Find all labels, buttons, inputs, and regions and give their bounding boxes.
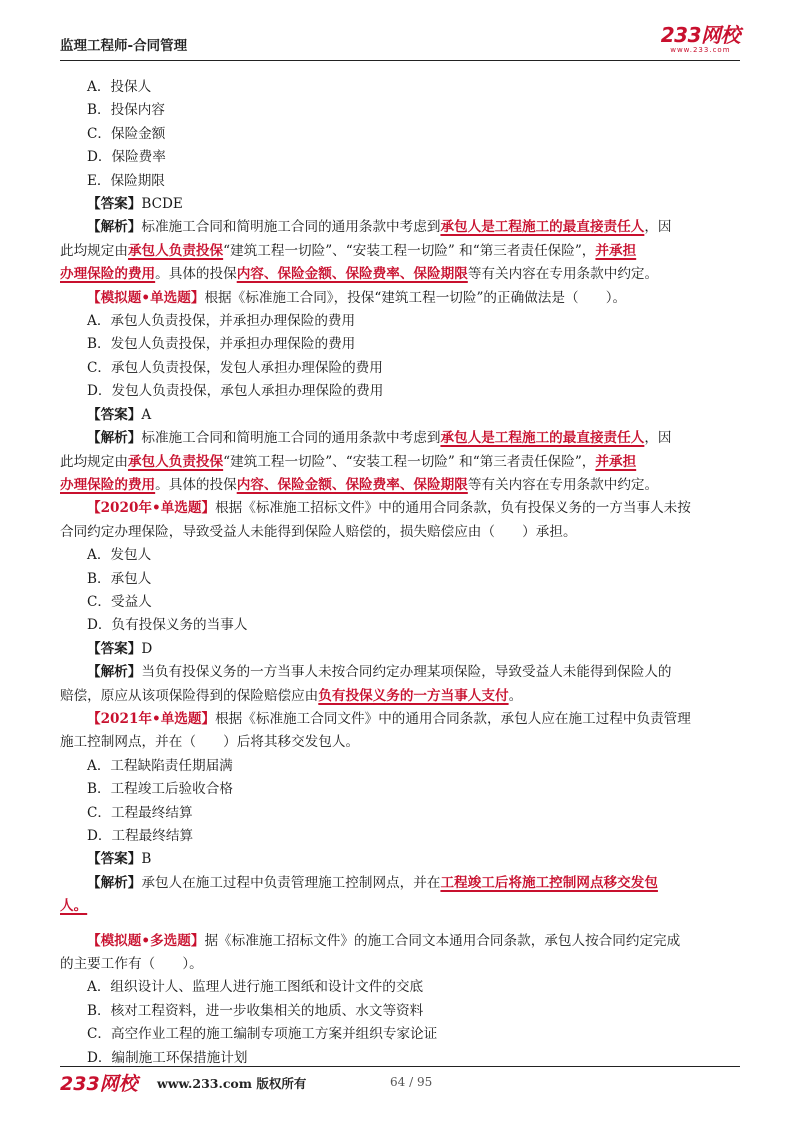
option-b: B．核对工程资料，进一步收集相关的地质、水文等资料 xyxy=(87,1002,424,1019)
option-d: D．负有投保义务的当事人 xyxy=(87,617,248,634)
answer-value: D xyxy=(141,640,153,657)
analysis-text: 标准施工合同和简明施工合同的通用条款中考虑到 xyxy=(141,219,441,236)
analysis-text: “建筑工程一切险”、“安装工程一切险” 和“第三者责任保险”， xyxy=(223,453,596,470)
question-5 xyxy=(60,930,744,953)
document-title: 监理工程师-合同管理 xyxy=(60,38,188,54)
highlight-text: 承包人负责投保 xyxy=(127,453,224,470)
question-tag: 【模拟题•单选题】 xyxy=(87,289,205,306)
analysis-label: 【解析】 xyxy=(87,430,142,447)
analysis-line-1 xyxy=(60,872,744,895)
option-a: A．工程缺陷责任期届满 xyxy=(87,757,233,774)
answer-label: 【答案】 xyxy=(87,196,142,213)
analysis-line-3 xyxy=(60,474,744,497)
highlight-text: 办理保险的费用 xyxy=(60,266,156,283)
option-b: B．投保内容 xyxy=(87,102,165,119)
question-text-cont: 的主要工作有（ ）。 xyxy=(60,956,203,973)
highlight-text: 内容、保险金额、保险费率、保险期限 xyxy=(236,266,468,283)
analysis-text: 此均规定由 xyxy=(60,242,128,259)
answer-label: 【答案】 xyxy=(87,851,142,868)
option-c: C．高空作业工程的施工编制专项施工方案并组织专家论证 xyxy=(87,1026,438,1043)
analysis-text: 等有关内容在专用条款中约定。 xyxy=(467,476,659,493)
option-c: C．保险金额 xyxy=(87,125,166,142)
option-a: A．投保人 xyxy=(87,79,152,95)
question-3 xyxy=(60,497,744,520)
analysis-line-3 xyxy=(60,263,744,286)
highlight-text: 承包人负责投保 xyxy=(127,242,224,259)
question-text-cont: 施工控制网点，并在（ ）后将其移交发包人。 xyxy=(60,734,360,751)
option-b: B．承包人 xyxy=(87,570,152,587)
question-4 xyxy=(60,708,744,731)
analysis-label: 【解析】 xyxy=(87,874,142,891)
analysis-text: ，因 xyxy=(644,430,672,447)
answer-value: B xyxy=(141,851,152,868)
analysis-text: 。 xyxy=(508,687,523,704)
highlight-text: 承包人是工程施工的最直接责任人 xyxy=(440,430,645,447)
option-d: D．发包人负责投保，承包人承担办理保险的费用 xyxy=(87,383,384,400)
analysis-line-2 xyxy=(60,240,744,263)
highlight-text: 负有投保义务的一方当事人支付 xyxy=(318,687,509,704)
logo-text: 233网校 xyxy=(660,23,740,47)
analysis-text: 当负有投保义务的一方当事人未按合同约定办理某项保险，导致受益人未能得到保险人的 xyxy=(141,664,672,681)
answer-value: BCDE xyxy=(141,196,183,213)
highlight-text: 内容、保险金额、保险费率、保险期限 xyxy=(236,476,468,493)
logo-url: www.233.com xyxy=(670,46,731,54)
option-d: D．编制施工环保措施计划 xyxy=(87,1049,248,1066)
analysis-label: 【解析】 xyxy=(87,219,142,236)
highlight-text: 承包人是工程施工的最直接责任人 xyxy=(440,219,645,236)
question-2 xyxy=(60,287,744,310)
answer-line xyxy=(60,848,744,871)
answer-value: A xyxy=(141,406,152,423)
analysis-text: 。具体的投保 xyxy=(155,266,237,283)
analysis-label: 【解析】 xyxy=(87,664,142,681)
analysis-line-1 xyxy=(60,661,744,684)
question-text: 根据《标准施工合同》，投保“建筑工程一切险”的正确做法是（ ）。 xyxy=(204,289,627,306)
analysis-text: 标准施工合同和简明施工合同的通用条款中考虑到 xyxy=(141,430,441,447)
question-tag: 【2021年•单选题】 xyxy=(87,710,216,727)
brand-logo xyxy=(661,24,740,54)
analysis-text: 赔偿，原应从该项保险得到的保险赔偿应由 xyxy=(60,687,319,704)
document-body xyxy=(60,76,744,1070)
option-a: A．发包人 xyxy=(87,547,152,564)
analysis-text: ，因 xyxy=(644,219,672,236)
option-b: B．发包人负责投保，并承担办理保险的费用 xyxy=(87,336,356,353)
analysis-line-1 xyxy=(60,216,744,239)
question-text-cont: 合同约定办理保险，导致受益人未能得到保险人赔偿的，损失赔偿应由（ ）承担。 xyxy=(60,523,577,540)
highlight-text: 人。 xyxy=(60,898,88,915)
page-number: 64 / 95 xyxy=(390,1075,433,1089)
highlight-text: 并承担 xyxy=(595,453,637,470)
option-b: B．工程竣工后验收合格 xyxy=(87,781,233,798)
analysis-line-2 xyxy=(60,451,744,474)
answer-label: 【答案】 xyxy=(87,406,142,423)
option-a: A．承包人负责投保，并承担办理保险的费用 xyxy=(87,313,356,330)
answer-line xyxy=(60,404,744,427)
question-tag: 【模拟题•多选题】 xyxy=(87,932,205,949)
highlight-text: 并承担 xyxy=(595,242,637,259)
question-text: 根据《标准施工合同文件》中的通用合同条款，承包人应在施工过程中负责管理 xyxy=(215,710,691,727)
analysis-text: 此均规定由 xyxy=(60,453,128,470)
option-c: C．工程最终结算 xyxy=(87,804,193,821)
analysis-text: “建筑工程一切险”、“安装工程一切险” 和“第三者责任保险”， xyxy=(223,242,596,259)
answer-label: 【答案】 xyxy=(87,640,142,657)
question-tag: 【2020年•单选题】 xyxy=(87,500,216,517)
analysis-text: 等有关内容在专用条款中约定。 xyxy=(467,266,659,283)
analysis-text: 。具体的投保 xyxy=(155,476,237,493)
analysis-line-2 xyxy=(60,685,744,708)
analysis-text: 承包人在施工过程中负责管理施工控制网点，并在 xyxy=(141,874,441,891)
highlight-text: 办理保险的费用 xyxy=(60,476,156,493)
analysis-line-2 xyxy=(60,895,744,918)
footer-logo: 233网校 xyxy=(60,1073,138,1095)
question-text: 据《标准施工招标文件》的施工合同文本通用合同条款，承包人按合同约定完成 xyxy=(204,932,681,949)
option-d: D．保险费率 xyxy=(87,149,166,166)
highlight-text: 工程竣工后将施工控制网点移交发包 xyxy=(440,874,658,891)
page-header xyxy=(60,23,740,61)
copyright-text: www.233.com 版权所有 xyxy=(157,1076,307,1091)
question-text: 根据《标准施工招标文件》中的通用合同条款，负有投保义务的一方当事人未按 xyxy=(215,500,691,517)
analysis-line-1 xyxy=(60,427,744,450)
option-a: A．组织设计人、监理人进行施工图纸和设计文件的交底 xyxy=(87,979,424,996)
option-c: C．承包人负责投保，发包人承担办理保险的费用 xyxy=(87,359,383,376)
page-footer xyxy=(60,1066,740,1097)
option-d: D．工程最终结算 xyxy=(87,828,194,844)
option-c: C．受益人 xyxy=(87,593,152,610)
answer-line xyxy=(60,193,744,216)
answer-line xyxy=(60,638,744,661)
option-e: E．保险期限 xyxy=(87,172,165,189)
